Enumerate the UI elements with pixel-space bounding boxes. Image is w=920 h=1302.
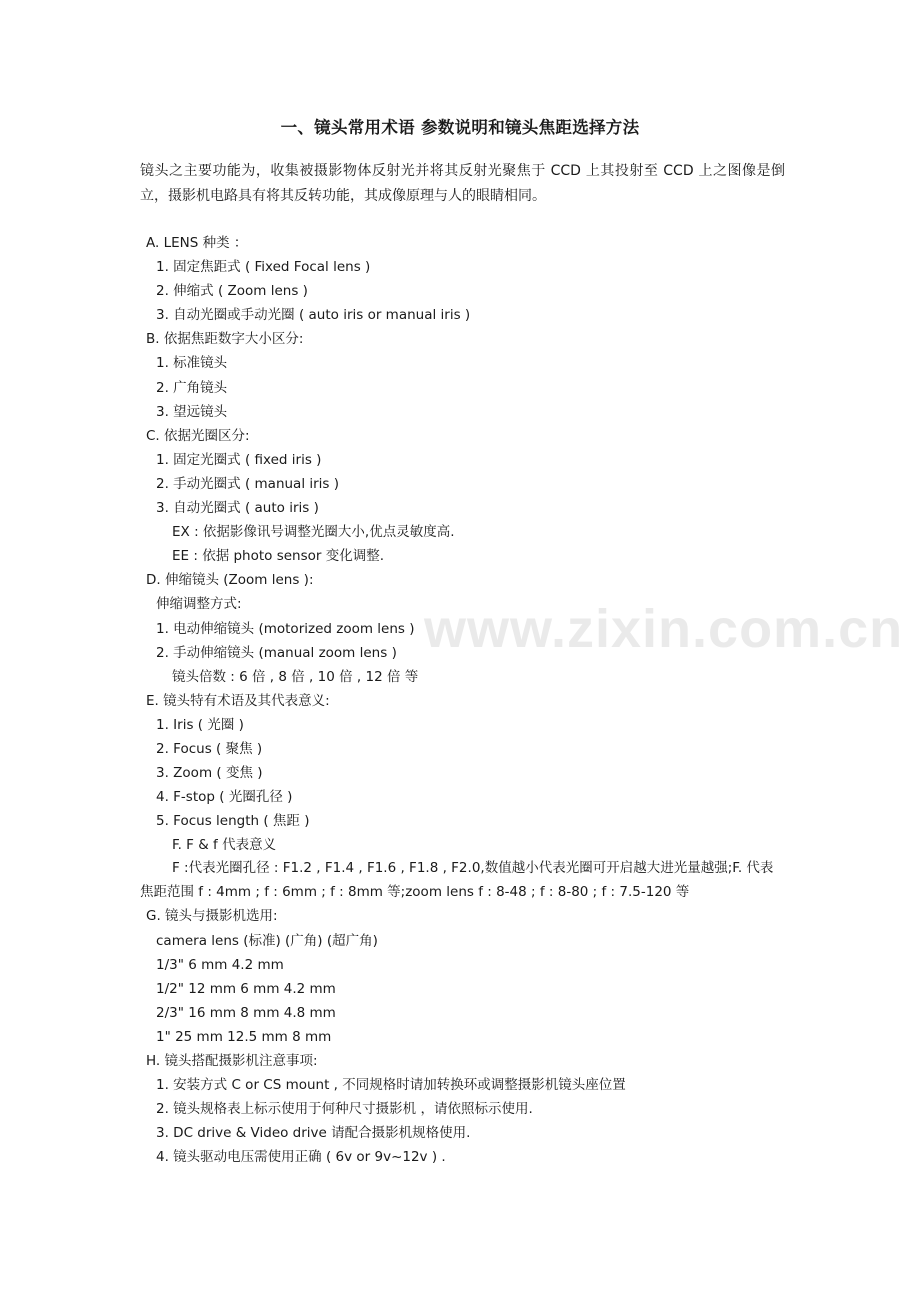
- text-line: 2. 伸缩式 ( Zoom lens ): [156, 283, 308, 300]
- content-lines: [0, 231, 920, 1169]
- intro-paragraph: 镜头之主要功能为，收集被摄影物体反射光并将其反射光聚焦于 CCD 上其投射至 CCD 上之图像是倒立，摄影机电路具有将其反转功能，其成像原理与人的眼睛相同。: [140, 163, 785, 204]
- text-line: EE : 依据 photo sensor 变化调整.: [172, 548, 385, 565]
- text-line: 3. 自动光圈式 ( auto iris ): [156, 500, 319, 517]
- text-line: 3. DC drive & Video drive 请配合摄影机规格使用.: [156, 1125, 471, 1142]
- text-line: 1/2" 12 mm 6 mm 4.2 mm: [156, 980, 336, 997]
- text-line: 1. 固定焦距式 ( Fixed Focal lens ): [156, 259, 371, 276]
- text-line: 3. 自动光圈或手动光圈 ( auto iris or manual iris ): [156, 307, 471, 324]
- text-line: 1. 固定光圈式 ( fixed iris ): [156, 451, 322, 468]
- text-line: F. F & f 代表意义: [172, 837, 277, 854]
- text-line: 4. 镜头驱动电压需使用正确 ( 6v or 9v~12v ) .: [156, 1149, 446, 1166]
- text-line: 1" 25 mm 12.5 mm 8 mm: [156, 1028, 332, 1045]
- text-line: 伸缩调整方式:: [156, 596, 242, 613]
- text-line: 1. 标准镜头: [156, 355, 228, 372]
- text-line: 3. Zoom ( 变焦 ): [156, 765, 263, 782]
- text-line: 1. Iris ( 光圈 ): [156, 716, 244, 733]
- text-line: G. 镜头与摄影机选用:: [146, 908, 278, 925]
- text-line: C. 依据光圈区分:: [146, 427, 250, 444]
- text-line: B. 依据焦距数字大小区分:: [146, 331, 304, 348]
- text-line: 4. F-stop ( 光圈孔径 ): [156, 789, 293, 806]
- text-line: 1. 电动伸缩镜头 (motorized zoom lens ): [156, 620, 415, 637]
- text-line: 2. 手动伸缩镜头 (manual zoom lens ): [156, 644, 397, 661]
- text-line: camera lens (标准) (广角) (超广角): [156, 932, 378, 949]
- text-line: A. LENS 种类 ：: [146, 235, 248, 251]
- text-line: E. 镜头特有术语及其代表意义:: [146, 692, 330, 709]
- text-line: 1/3" 6 mm 4.2 mm: [156, 956, 284, 973]
- f-number-paragraph: F :代表光圈孔径 : F1.2 , F1.4 , F1.6 , F1.8 , F2.0,数值越小代表光圈可开启越大进光量越强;F. 代表焦距范围 f : 4mm ; f : 6mm ; f : 8mm 等;zoom lens f : 8-48 ; f : 8-80 ; f : 7.5-120 等: [140, 860, 774, 900]
- watermark: www.zixin.com.cn: [424, 599, 904, 659]
- text-line: EX : 依据影像讯号调整光圈大小,优点灵敏度高.: [172, 524, 455, 541]
- text-line: 2. 镜头规格表上标示使用于何种尺寸摄影机 ，请依照标示使用.: [156, 1101, 533, 1118]
- text-line: 1. 安装方式 C or CS mount , 不同规格时请加转换环或调整摄影机镜头座位置: [156, 1077, 626, 1094]
- text-line: 2. 广角镜头: [156, 379, 228, 396]
- text-line: 2. 手动光圈式 ( manual iris ): [156, 475, 340, 492]
- text-line: 2. Focus ( 聚焦 ): [156, 740, 263, 757]
- text-line: D. 伸缩镜头 (Zoom lens ):: [146, 572, 314, 589]
- text-line: 5. Focus length ( 焦距 ): [156, 813, 310, 830]
- text-line: 2/3" 16 mm 8 mm 4.8 mm: [156, 1004, 336, 1021]
- page-title: 一、镜头常用术语 参数说明和镜头焦距选择方法: [280, 118, 640, 137]
- text-line: H. 镜头搭配摄影机注意事项:: [146, 1053, 318, 1069]
- text-line: 3. 望远镜头: [156, 403, 228, 420]
- text-line: 镜头倍数 : 6 倍 , 8 倍 , 10 倍 , 12 倍 等: [172, 668, 419, 685]
